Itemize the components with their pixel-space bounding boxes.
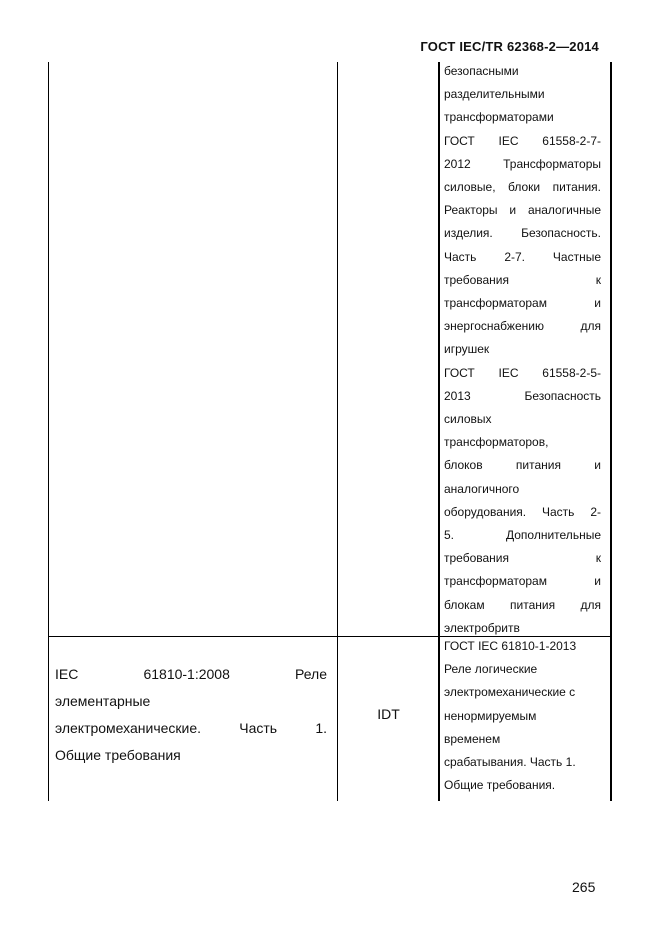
text-line: Реакторы и аналогичные — [444, 203, 601, 218]
text-line: трансформаторам и — [444, 296, 601, 311]
text-line: ГОСТ IEC 61558-2-5- — [444, 365, 601, 380]
text-line: электромеханические. Часть 1. — [55, 720, 327, 736]
continued-row-national-standards — [444, 60, 601, 640]
text-line: силовых — [444, 412, 492, 427]
text-line: изделия. Безопасность. — [444, 226, 601, 241]
document-code-header: ГОСТ IEC/TR 62368-2—2014 — [420, 39, 599, 54]
text-line: временем — [444, 731, 501, 746]
page-number: 265 — [572, 879, 596, 895]
text-line: ГОСТ IEC 61810-1-2013 — [444, 639, 577, 653]
text-line: трансформаторами — [444, 110, 554, 125]
text-line: IEC 61810-1:2008 Реле — [55, 666, 327, 682]
text-line: трансформаторов, — [444, 435, 549, 450]
text-line: электромеханические с — [444, 685, 576, 700]
table-column-divider-2 — [438, 62, 440, 801]
text-line: Реле логические — [444, 662, 538, 677]
table-left-border — [48, 62, 49, 801]
text-line: Общие требования — [55, 747, 181, 763]
text-line: аналогичного — [444, 481, 520, 496]
text-line: 5. Дополнительные — [444, 528, 601, 543]
text-line: требования к — [444, 551, 601, 566]
text-line: трансформаторам и — [444, 574, 601, 589]
degree-of-correspondence-cell: IDT — [377, 706, 400, 722]
text-line: электробритв — [444, 620, 520, 635]
table-column-divider-1 — [337, 62, 338, 801]
text-line: силовые, блоки питания. — [444, 180, 601, 195]
text-line: энергоснабжению для — [444, 319, 601, 334]
text-line: срабатывания. Часть 1. — [444, 755, 576, 770]
text-line: игрушек — [444, 342, 490, 357]
international-standard-cell — [55, 661, 327, 769]
text-line: ГОСТ IEC 61558-2-7- — [444, 133, 601, 148]
table-right-border — [610, 62, 612, 801]
text-line: требования к — [444, 272, 601, 287]
text-line: оборудования. Часть 2- — [444, 504, 601, 519]
national-standard-cell — [444, 635, 601, 797]
text-line: ненормируемым — [444, 708, 537, 723]
text-line: элементарные — [55, 693, 151, 709]
text-line: разделительными — [444, 87, 545, 102]
text-line: 2012 Трансформаторы — [444, 156, 601, 171]
text-line: блоков питания и — [444, 458, 601, 473]
text-line: Часть 2-7. Частные — [444, 249, 601, 264]
text-line: блокам питания для — [444, 597, 601, 612]
text-line: безопасными — [444, 64, 519, 78]
text-line: 2013 Безопасность — [444, 388, 601, 403]
text-line: Общие требования. — [444, 778, 556, 793]
